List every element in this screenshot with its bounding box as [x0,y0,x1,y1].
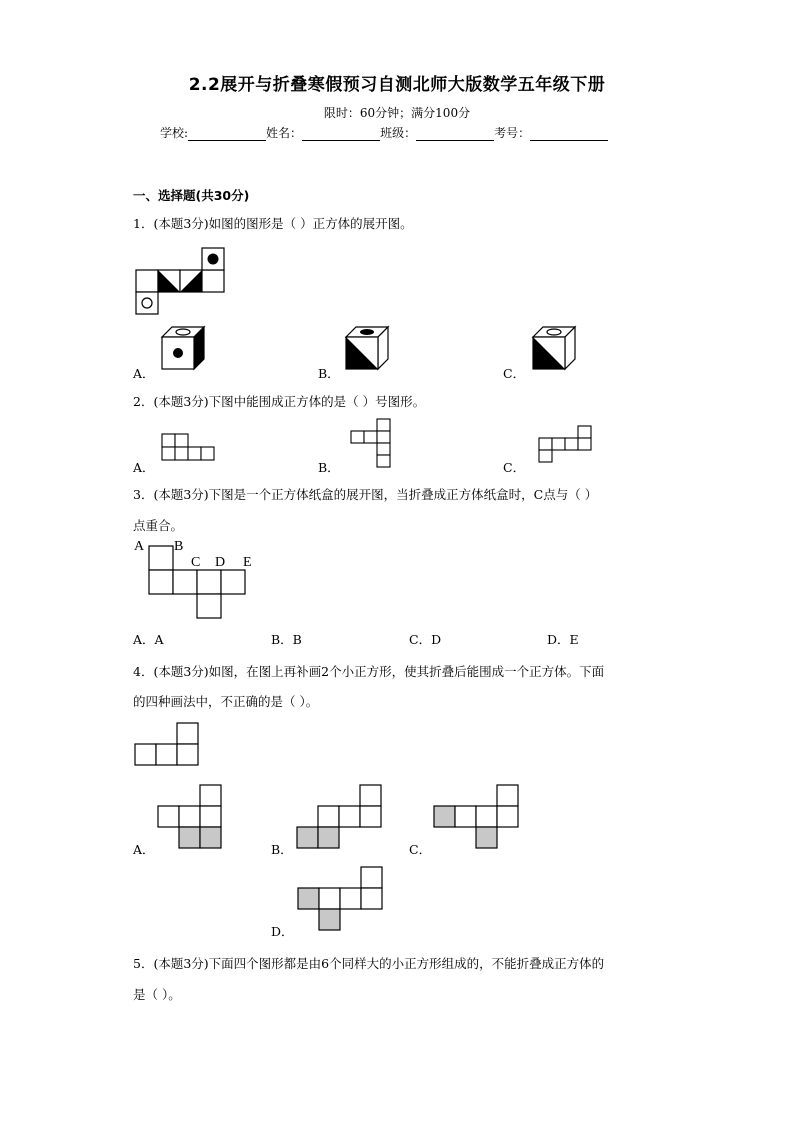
q2-option-c[interactable]: C． [503,460,526,475]
q2-net-b [351,419,393,469]
q3-label-d: D [215,555,226,570]
q3-label-e: E [243,555,252,570]
school-label: 学校: [160,126,189,140]
q1-option-a[interactable]: A． [133,366,155,381]
class-label: 班级： [380,126,417,140]
q4-figure-b [297,785,385,851]
q4-base-figure [135,723,201,767]
q4-option-b[interactable]: B． [271,842,293,857]
q3-label-a: A [134,539,145,554]
q3-option-d[interactable]: D．E [547,632,579,647]
page-title: 2.2展开与折叠寒假预习自测北师大版数学五年级下册 [188,75,606,95]
question-3-text-line-2: 点重合。 [133,518,184,533]
question-4-text-line-2: 的四种画法中，不正确的是（ ）。 [133,694,319,709]
q4-figure-c [434,785,522,851]
q3-label-b: B [174,539,184,554]
q4-option-d[interactable]: D． [271,924,294,939]
q1-cube-c [533,327,581,375]
number-blank[interactable] [530,128,608,141]
q3-option-b[interactable]: B．B [271,632,302,647]
student-info-row [160,124,608,141]
class-blank[interactable] [416,128,494,141]
question-5-text-line-2: 是（ ）。 [133,987,181,1002]
q4-option-a[interactable]: A． [133,842,155,857]
q2-option-b[interactable]: B． [318,460,340,475]
question-2-text: 2．(本题3分)下图中能围成正方体的是（ ）号图形。 [133,394,426,409]
q2-net-a [162,434,216,460]
question-1-text: 1．(本题3分)如图的图形是（ ）正方体的展开图。 [133,216,413,231]
section-heading: 一、选择题(共30分) [133,188,250,203]
q4-option-c[interactable]: C． [409,842,432,857]
q2-net-c [539,426,595,466]
q1-option-b[interactable]: B． [318,366,340,381]
name-blank[interactable] [302,128,380,141]
name-label: 姓名： [266,126,303,140]
school-blank[interactable] [188,128,266,141]
q1-cube-b [346,327,394,375]
question-1-net-figure [136,248,226,314]
question-4-text-line-1: 4．(本题3分)如图，在图上再补画2个小正方形，使其折叠后能围成一个正方体。下面 [133,664,605,679]
question-5-text-line-1: 5．(本题3分)下面四个图形都是由6个同样大的小正方形组成的，不能折叠成正方体的 [133,956,605,971]
q3-label-c: C [191,555,201,570]
q3-net-figure [133,537,263,621]
number-label: 考号： [494,126,531,140]
q1-cube-a [162,327,210,375]
q4-figure-d [298,867,386,933]
time-limit-subtitle: 限时：60分钟；满分100分 [323,106,471,120]
q3-option-c[interactable]: C．D [409,632,442,647]
q1-option-c[interactable]: C． [503,366,526,381]
question-3-text-line-1: 3．(本题3分)下图是一个正方体纸盒的展开图，当折叠成正方体纸盒时，C点与（ ） [133,487,598,502]
q4-figure-a [158,785,224,851]
q2-option-a[interactable]: A． [133,460,155,475]
q3-option-a[interactable]: A．A [133,632,164,647]
